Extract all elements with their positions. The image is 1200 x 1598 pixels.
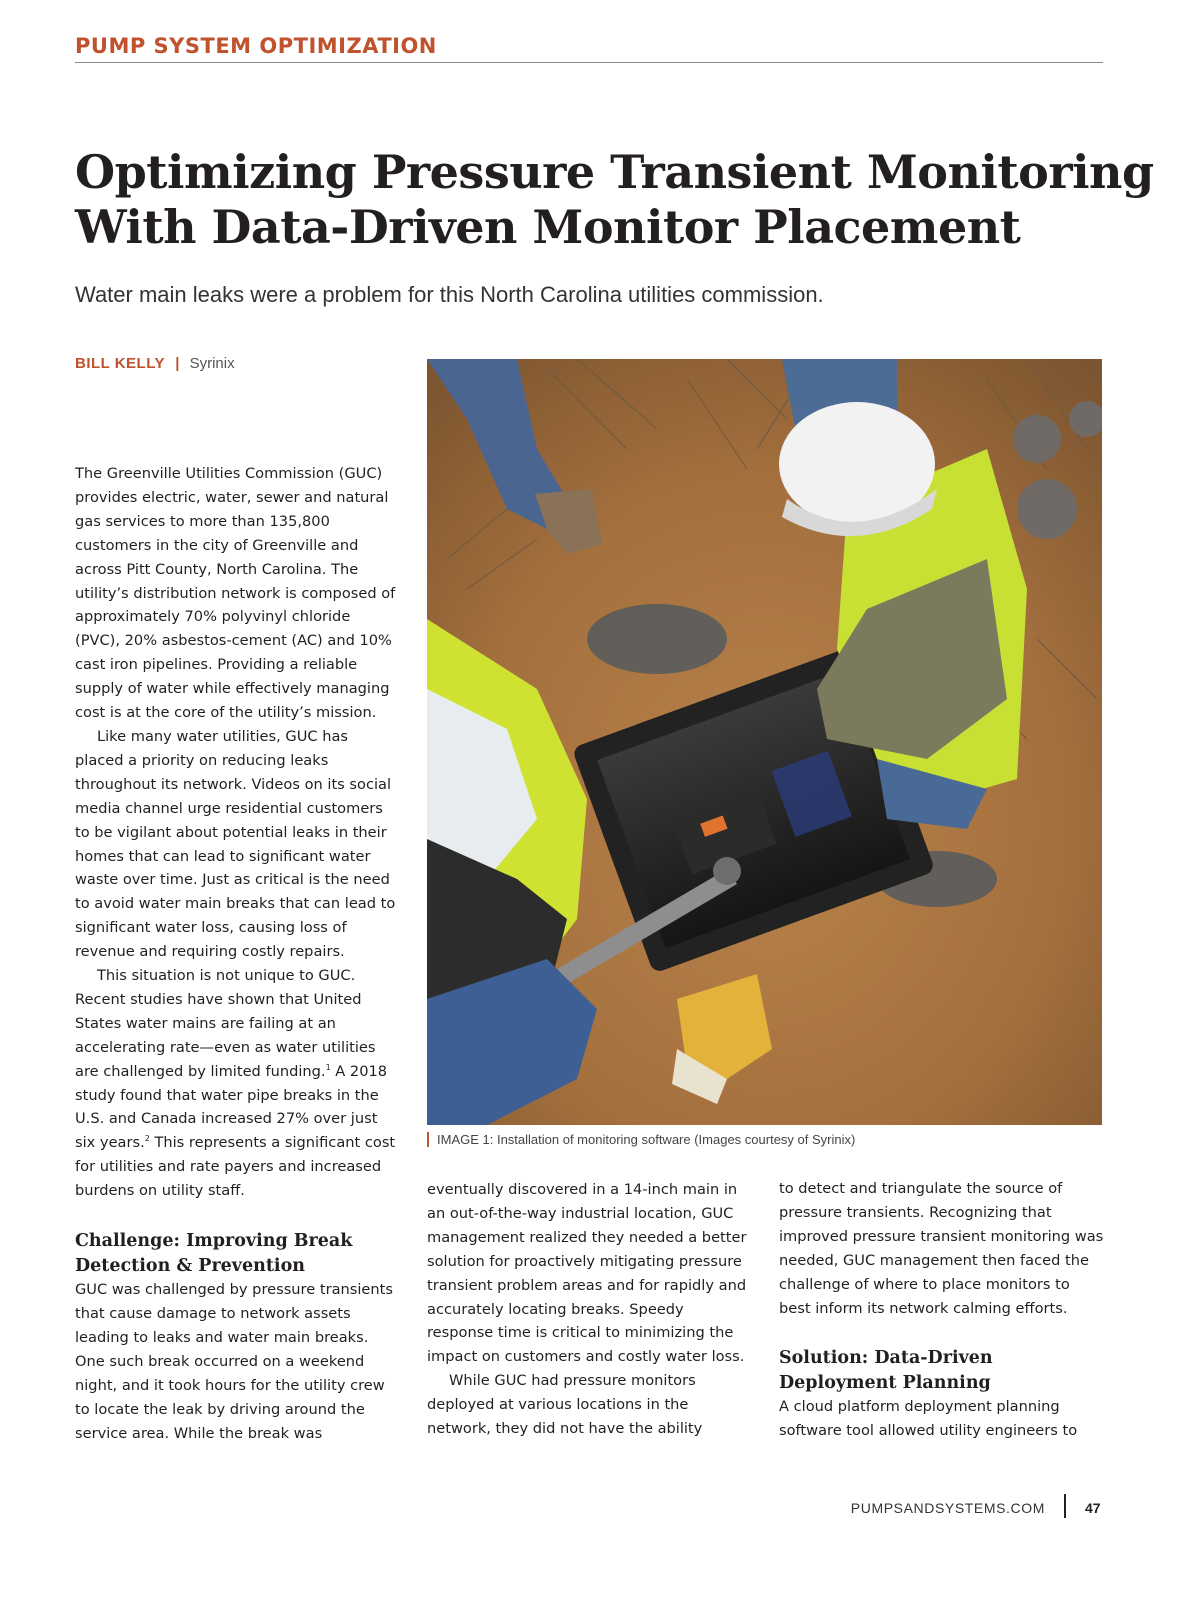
article-title xyxy=(75,145,1154,255)
heading-line: Solution: Data-Driven xyxy=(779,1348,993,1369)
title-line-2: With Data-Driven Monitor Placement xyxy=(75,200,1021,254)
footnote-ref: 2 xyxy=(144,1134,150,1144)
byline-separator: | xyxy=(175,355,180,372)
article-subtitle: Water main leaks were a problem for this North Carolina utilities commission. xyxy=(75,282,824,307)
text-column-1 xyxy=(75,462,397,1445)
page-number: 47 xyxy=(1085,1500,1101,1516)
paragraph: The Greenville Utilities Commission (GUC) provides electric, water, sewer and natural gas services to more than 135,800 customers in the city of Greenville and across Pitt County, North Carolina. The utility’s distribution network is composed of approximately 70% polyvinyl chloride (PVC), 20% asbestos-cement (AC) and 10% cast iron pipelines. Providing a reliable supply of water while effectively managing cost is at the core of the utility’s mission. xyxy=(75,465,396,722)
section-divider xyxy=(75,62,1103,63)
text-run: This situation is not unique to GUC. Recent studies have shown that United States water mains are failing at an accelerating rate—even as water utilities are challenged by limited funding. xyxy=(75,967,376,1080)
image-caption: IMAGE 1: Installation of monitoring software (Images courtesy of Syrinix) xyxy=(427,1132,855,1147)
footer-website: PUMPSANDSYSTEMS.COM xyxy=(850,1500,1045,1516)
footer-divider xyxy=(1064,1494,1066,1518)
heading-line: Challenge: Improving Break xyxy=(75,1231,353,1252)
section-heading xyxy=(779,1346,1104,1395)
paragraph: While GUC had pressure monitors deployed at various locations in the network, they did not have the ability xyxy=(427,1372,703,1438)
paragraph: GUC was challenged by pressure transients that cause damage to network assets leading to leaks and water main breaks. One such break occurred on a weekend night, and it took hours for the utility crew to locate the leak by driving around the service area. While the break was xyxy=(75,1281,393,1442)
footnote-ref: 1 xyxy=(325,1062,331,1072)
installation-photo xyxy=(427,359,1102,1125)
author-organization: Syrinix xyxy=(189,355,235,372)
text-run: This represents a significant cost for utilities and rate payers and increased burdens on utility staff. xyxy=(75,1134,396,1200)
section-heading xyxy=(75,1229,397,1278)
paragraph: A cloud platform deployment planning software tool allowed utility engineers to xyxy=(779,1398,1078,1440)
author-name: BILL KELLY xyxy=(75,355,166,372)
heading-line: Detection & Prevention xyxy=(75,1255,305,1276)
paragraph: to detect and triangulate the source of pressure transients. Recognizing that improved pressure transient monitoring was needed, GUC management then faced the challenge of where to place monitors to best inform its network calming efforts. xyxy=(779,1180,1104,1317)
section-label: PUMP SYSTEM OPTIMIZATION xyxy=(75,34,437,58)
byline xyxy=(75,355,235,372)
heading-line: Deployment Planning xyxy=(779,1372,991,1393)
photo-illustration xyxy=(427,359,1102,1125)
paragraph: eventually discovered in a 14-inch main in an out-of-the-way industrial location, GUC management realized they needed a better solution for proactively mitigating pressure transient problem areas and for rapidly and accurately locating breaks. Speedy response time is critical to minimizing the impact on customers and costly water loss. xyxy=(427,1181,747,1366)
title-line-1: Optimizing Pressure Transient Monitoring xyxy=(75,145,1154,199)
text-column-2 xyxy=(427,1178,752,1441)
paragraph: Like many water utilities, GUC has placed a priority on reducing leaks throughout its network. Videos on its social media channel urge residential customers to be vigilant about potential leaks in their homes that can lead to significant water waste over time. Just as critical is the need to avoid water main breaks that can lead to significant water loss, causing loss of revenue and requiring costly repairs. xyxy=(75,727,396,961)
text-column-3 xyxy=(779,1177,1104,1443)
text-run: A 2018 study found that water pipe breaks in the U.S. and Canada increased 27% over just six years. xyxy=(75,1062,388,1152)
paragraph xyxy=(75,964,397,1203)
